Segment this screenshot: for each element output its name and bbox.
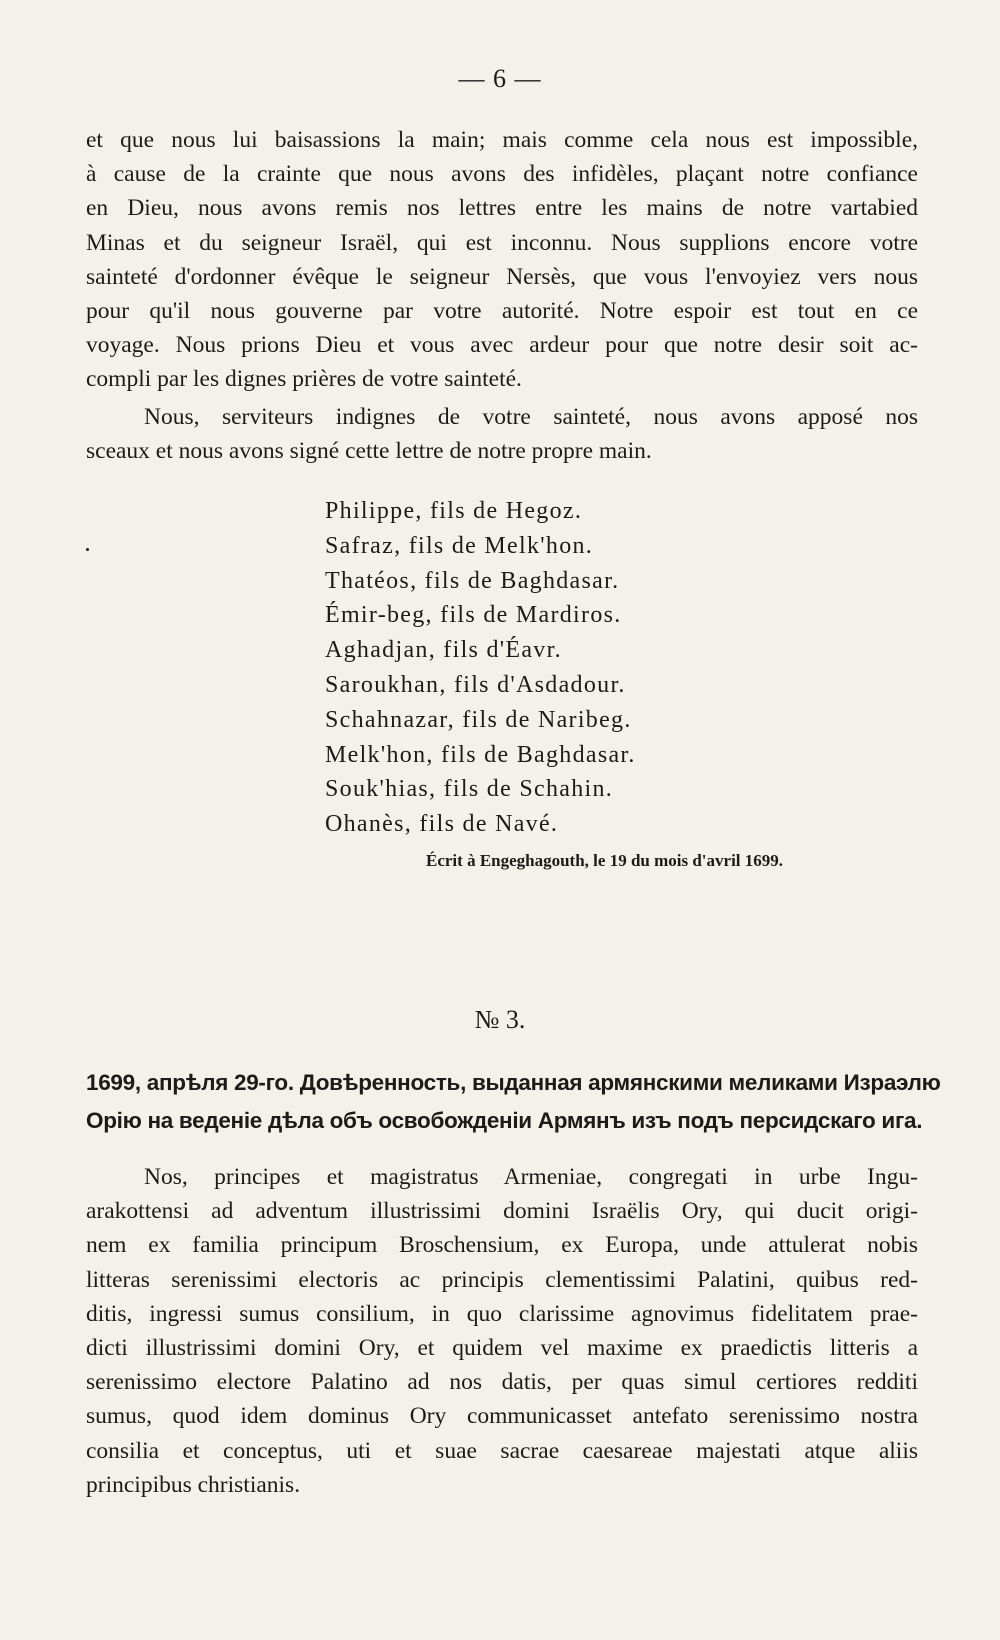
page-number: — 6 —: [458, 64, 542, 93]
text-line: dicti illustrissimi domini Ory, et quidem vel maxime ex praedictis litteris a: [86, 1335, 918, 1362]
signatory-name: Saroukhan, fils d'Asdadour.: [325, 671, 626, 698]
signatory-name: Thatéos, fils de Baghdasar.: [325, 567, 620, 594]
text-line: consilia et conceptus, uti et suae sacrae caesareae majestati atque aliis: [86, 1437, 918, 1464]
heading-line: Орію на веденіе дѣла объ освобожденіи Армянъ изъ подъ персидскаго ига.: [86, 1108, 923, 1133]
dateline: Écrit à Engeghagouth, le 19 du mois d'avril 1699.: [426, 851, 784, 870]
text-line: arakottensi ad adventum illustrissimi domini Israëlis Ory, qui ducit origi-: [86, 1198, 918, 1225]
signatory-list: [325, 494, 636, 842]
paragraph-closing: [86, 400, 918, 468]
document-number: № 3.: [474, 1005, 526, 1034]
signatory-name: Émir-beg, fils de Mardiros.: [325, 602, 622, 629]
heading-line: 1699, апрѣля 29-го. Довѣренность, выданная армянскими меликами Израэлю: [86, 1070, 941, 1095]
paragraph-latin-body: [86, 1160, 918, 1502]
signatory-name: Schahnazar, fils de Naribeg.: [325, 706, 632, 733]
text-line: sumus, quod idem dominus Ory communicasset antefato serenissimo nostra: [86, 1403, 918, 1430]
text-line: compli par les dignes prières de votre sainteté.: [86, 366, 522, 393]
document-heading: [86, 1064, 941, 1140]
text-line: en Dieu, nous avons remis nos lettres entre les mains de notre vartabied: [86, 195, 918, 222]
text-line: à cause de la crainte que nous avons des infidèles, plaçant notre confiance: [86, 161, 918, 188]
signatory-name: Melk'hon, fils de Baghdasar.: [325, 741, 636, 768]
text-line: pour qu'il nous gouverne par votre autorité. Notre espoir est tout en ce: [86, 298, 918, 325]
ink-speck: [86, 548, 89, 551]
text-line: voyage. Nous prions Dieu et vous avec ardeur pour que notre desir soit ac-: [86, 332, 918, 359]
signatory-name: Ohanès, fils de Navé.: [325, 811, 559, 838]
signatory-name: Safraz, fils de Melk'hon.: [325, 532, 594, 559]
text-line: litteras serenissimi electoris ac principis clementissimi Palatini, quibus red-: [86, 1266, 918, 1293]
text-line: principibus christianis.: [86, 1471, 301, 1498]
paragraph-letter-body: [86, 123, 918, 397]
text-line: Minas et du seigneur Israël, qui est inconnu. Nous supplions encore votre: [86, 229, 918, 256]
text-line: nem ex familia principum Broschensium, ex Europa, unde attulerat nobis: [86, 1232, 918, 1259]
text-line: Nos, principes et magistratus Armeniae, congregati in urbe Ingu-: [144, 1164, 918, 1190]
text-line: serenissimo electore Palatino ad nos datis, per quas simul certiores redditi: [86, 1369, 918, 1396]
text-line: et que nous lui baisassions la main; mais comme cela nous est impossible,: [86, 127, 918, 153]
signatory-name: Aghadjan, fils d'Éavr.: [325, 637, 562, 664]
text-line: Nous, serviteurs indignes de votre sainteté, nous avons apposé nos: [144, 404, 918, 430]
signatory-name: Philippe, fils de Hegoz.: [325, 498, 583, 524]
text-line: sainteté d'ordonner évêque le seigneur Nersès, que vous l'envoyiez vers nous: [86, 263, 918, 290]
text-line: sceaux et nous avons signé cette lettre de notre propre main.: [86, 438, 652, 465]
text-line: ditis, ingressi sumus consilium, in quo clarissime agnovimus fidelitatem prae-: [86, 1300, 918, 1327]
signatory-name: Souk'hias, fils de Schahin.: [325, 776, 614, 803]
